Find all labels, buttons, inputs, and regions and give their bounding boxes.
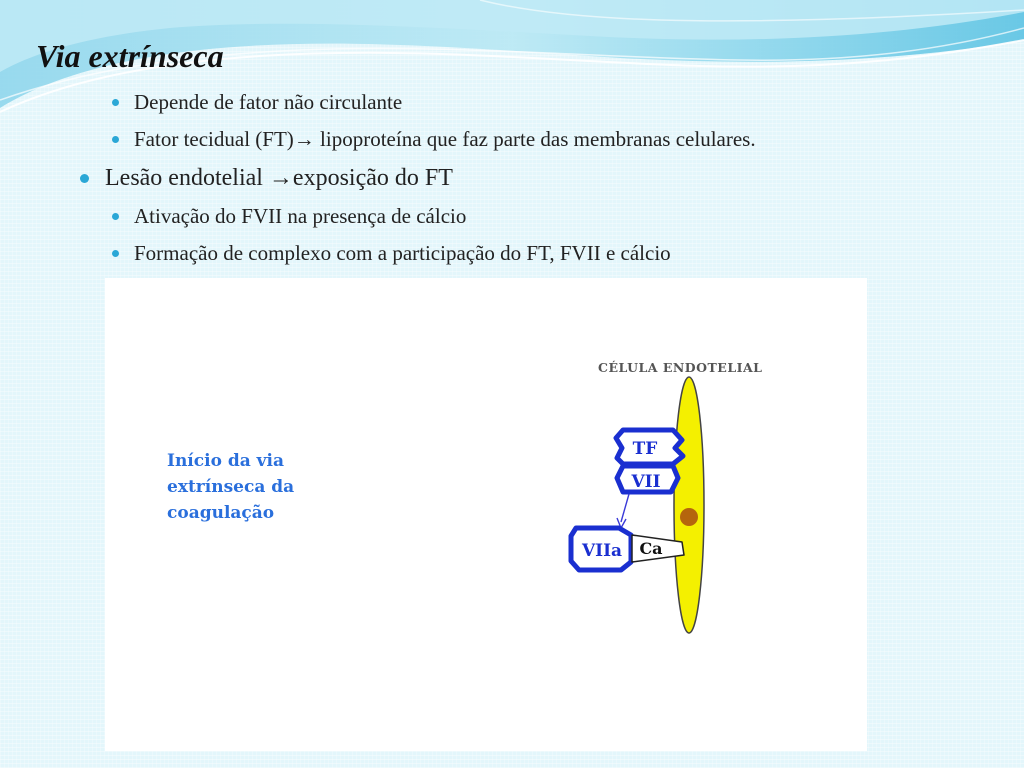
bullet-text: Formação de complexo com a participação do FT, FVII e cálcio xyxy=(134,241,671,265)
ca-label: Ca xyxy=(639,539,663,558)
endothelial-cell xyxy=(674,377,704,633)
slide-title: Via extrínseca xyxy=(36,38,224,74)
cell-nucleus xyxy=(680,508,698,526)
vii-label: VII xyxy=(631,472,661,492)
bullet-dot-icon xyxy=(112,136,119,143)
start-label: Início da via extrínseca da coagulação xyxy=(167,451,295,523)
bullet-dot-icon xyxy=(80,174,89,183)
diagram-graphic xyxy=(105,278,867,751)
viia-label: VIIa xyxy=(581,541,623,561)
bullet-dot-icon xyxy=(112,250,119,257)
bullet-dot-icon xyxy=(112,99,119,106)
bullet-text: Depende de fator não circulante xyxy=(134,90,403,114)
bullet-item xyxy=(112,204,466,229)
cell-label: CÉLULA ENDOTELIAL xyxy=(598,360,763,375)
bullet-item xyxy=(112,90,402,115)
bullet-item xyxy=(80,165,453,192)
bullet-dot-icon xyxy=(112,213,119,220)
bullet-text: Fator tecidual (FT)→ lipoproteína que faz parte das membranas celulares. xyxy=(134,127,756,151)
tf-label: TF xyxy=(632,439,658,459)
bullet-text: Lesão endotelial →exposição do FT xyxy=(105,165,453,191)
bullet-item xyxy=(112,127,756,152)
bullet-text: Ativação do FVII na presença de cálcio xyxy=(134,204,467,228)
coagulation-diagram xyxy=(105,278,867,751)
activation-arrow xyxy=(621,494,629,522)
bullet-item xyxy=(112,241,671,266)
